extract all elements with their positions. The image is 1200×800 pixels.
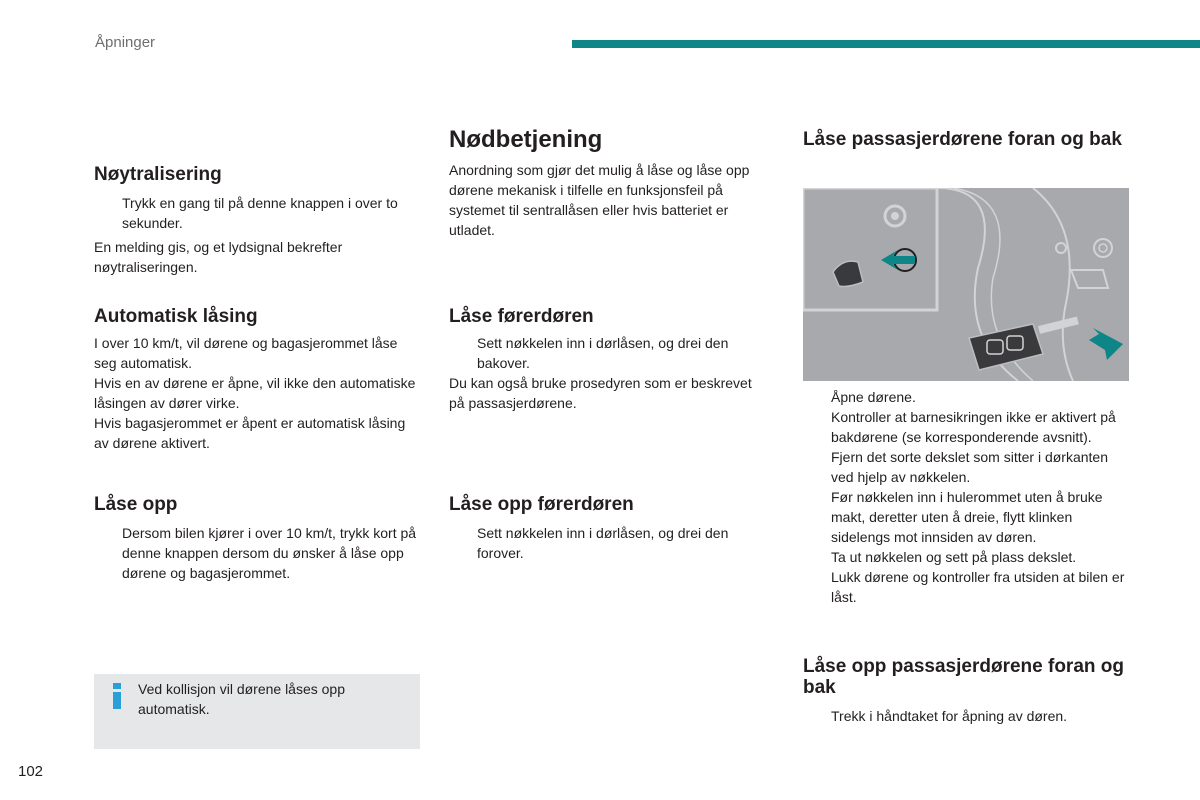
automatisk-line: I over 10 km/t, vil dørene og bagasjerommet låse seg automatisk. bbox=[94, 335, 398, 371]
laase-passasjer-steps bbox=[803, 387, 1133, 607]
header-accent-bar bbox=[572, 40, 1200, 48]
info-box bbox=[94, 674, 420, 749]
laase-passasjer-bullets bbox=[803, 387, 1133, 607]
list-item: Trykk en gang til på denne knappen i over to sekunder. bbox=[122, 195, 398, 231]
list-item: Kontroller at barnesikringen ikke er aktivert på bakdørene (se korresponderende avsnitt). bbox=[831, 409, 1116, 445]
laase-opp-forer-title: Låse opp førerdøren bbox=[449, 494, 634, 515]
door-lock-illustration bbox=[803, 188, 1129, 381]
automatisk-section bbox=[94, 306, 420, 453]
laase-opp-title: Låse opp bbox=[94, 494, 178, 515]
list-item: Ta ut nøkkelen og sett på plass dekslet. bbox=[831, 549, 1077, 565]
laase-opp-passasjer-section bbox=[803, 656, 1129, 726]
section-label: Åpninger bbox=[95, 34, 156, 51]
list-item: Dersom bilen kjører i over 10 km/t, trykk kort på denne knappen dersom du ønsker å låse opp dørene og bagasjerommet. bbox=[122, 525, 417, 581]
page-number: 102 bbox=[18, 763, 44, 780]
automatisk-title: Automatisk låsing bbox=[94, 306, 258, 327]
list-item: Før nøkkelen inn i hulerommet uten å bruke makt, deretter uten å dreie, flytt klinken sidelengs mot innsiden av døren. bbox=[831, 489, 1103, 545]
nodbetjening-title: Nødbetjening bbox=[449, 126, 603, 153]
automatisk-line: Hvis en av dørene er åpne, vil ikke den automatiske låsingen av dører virke. bbox=[94, 375, 416, 411]
laase-opp-bullets bbox=[94, 523, 420, 583]
list-item: Åpne dørene. bbox=[831, 389, 916, 405]
nodbetjening-section bbox=[449, 126, 769, 240]
list-item: Lukk dørene og kontroller fra utsiden at bilen er låst. bbox=[831, 569, 1125, 605]
laase-passasjer-title: Låse passasjerdørene foran og bak bbox=[803, 129, 1122, 150]
neutralisering-bullets bbox=[94, 193, 420, 233]
neutralisering-section bbox=[94, 164, 420, 277]
laase-forer-bullets bbox=[449, 333, 769, 373]
info-icon bbox=[112, 683, 120, 714]
info-text: Ved kollisjon vil dørene låses opp automatisk. bbox=[138, 681, 346, 717]
info-icon-graphic bbox=[112, 683, 122, 709]
automatisk-line: Hvis bagasjerommet er åpent er automatisk låsing av dørene aktivert. bbox=[94, 415, 406, 451]
laase-opp-forer-bullets bbox=[449, 523, 769, 563]
neutralisering-text: En melding gis, og et lydsignal bekrefter nøytraliseringen. bbox=[94, 239, 343, 275]
list-item: Fjern det sorte dekslet som sitter i dørkanten ved hjelp av nøkkelen. bbox=[831, 449, 1108, 485]
list-item: Sett nøkkelen inn i dørlåsen, og drei den forover. bbox=[477, 525, 729, 561]
laase-opp-section bbox=[94, 494, 420, 583]
list-item: Sett nøkkelen inn i dørlåsen, og drei den bakover. bbox=[477, 335, 729, 371]
laase-opp-passasjer-title: Låse opp passasjerdørene foran og bak bbox=[803, 656, 1124, 698]
laase-forer-section bbox=[449, 306, 769, 413]
nodbetjening-text: Anordning som gjør det mulig å låse og låse opp dørene mekanisk i tilfelle en funksjonsfeil på systemet til sentrallåsen eller hvis batteriet er utladet. bbox=[449, 162, 750, 238]
laase-passasjer-section bbox=[803, 129, 1129, 150]
neutralisering-title: Nøytralisering bbox=[94, 164, 222, 185]
laase-opp-forer-section bbox=[449, 494, 769, 563]
laase-forer-title: Låse førerdøren bbox=[449, 306, 594, 327]
list-item: Trekk i håndtaket for åpning av døren. bbox=[831, 708, 1068, 724]
laase-opp-passasjer-bullets bbox=[803, 706, 1129, 726]
laase-forer-text: Du kan også bruke prosedyren som er beskrevet på passasjerdørene. bbox=[449, 375, 752, 411]
